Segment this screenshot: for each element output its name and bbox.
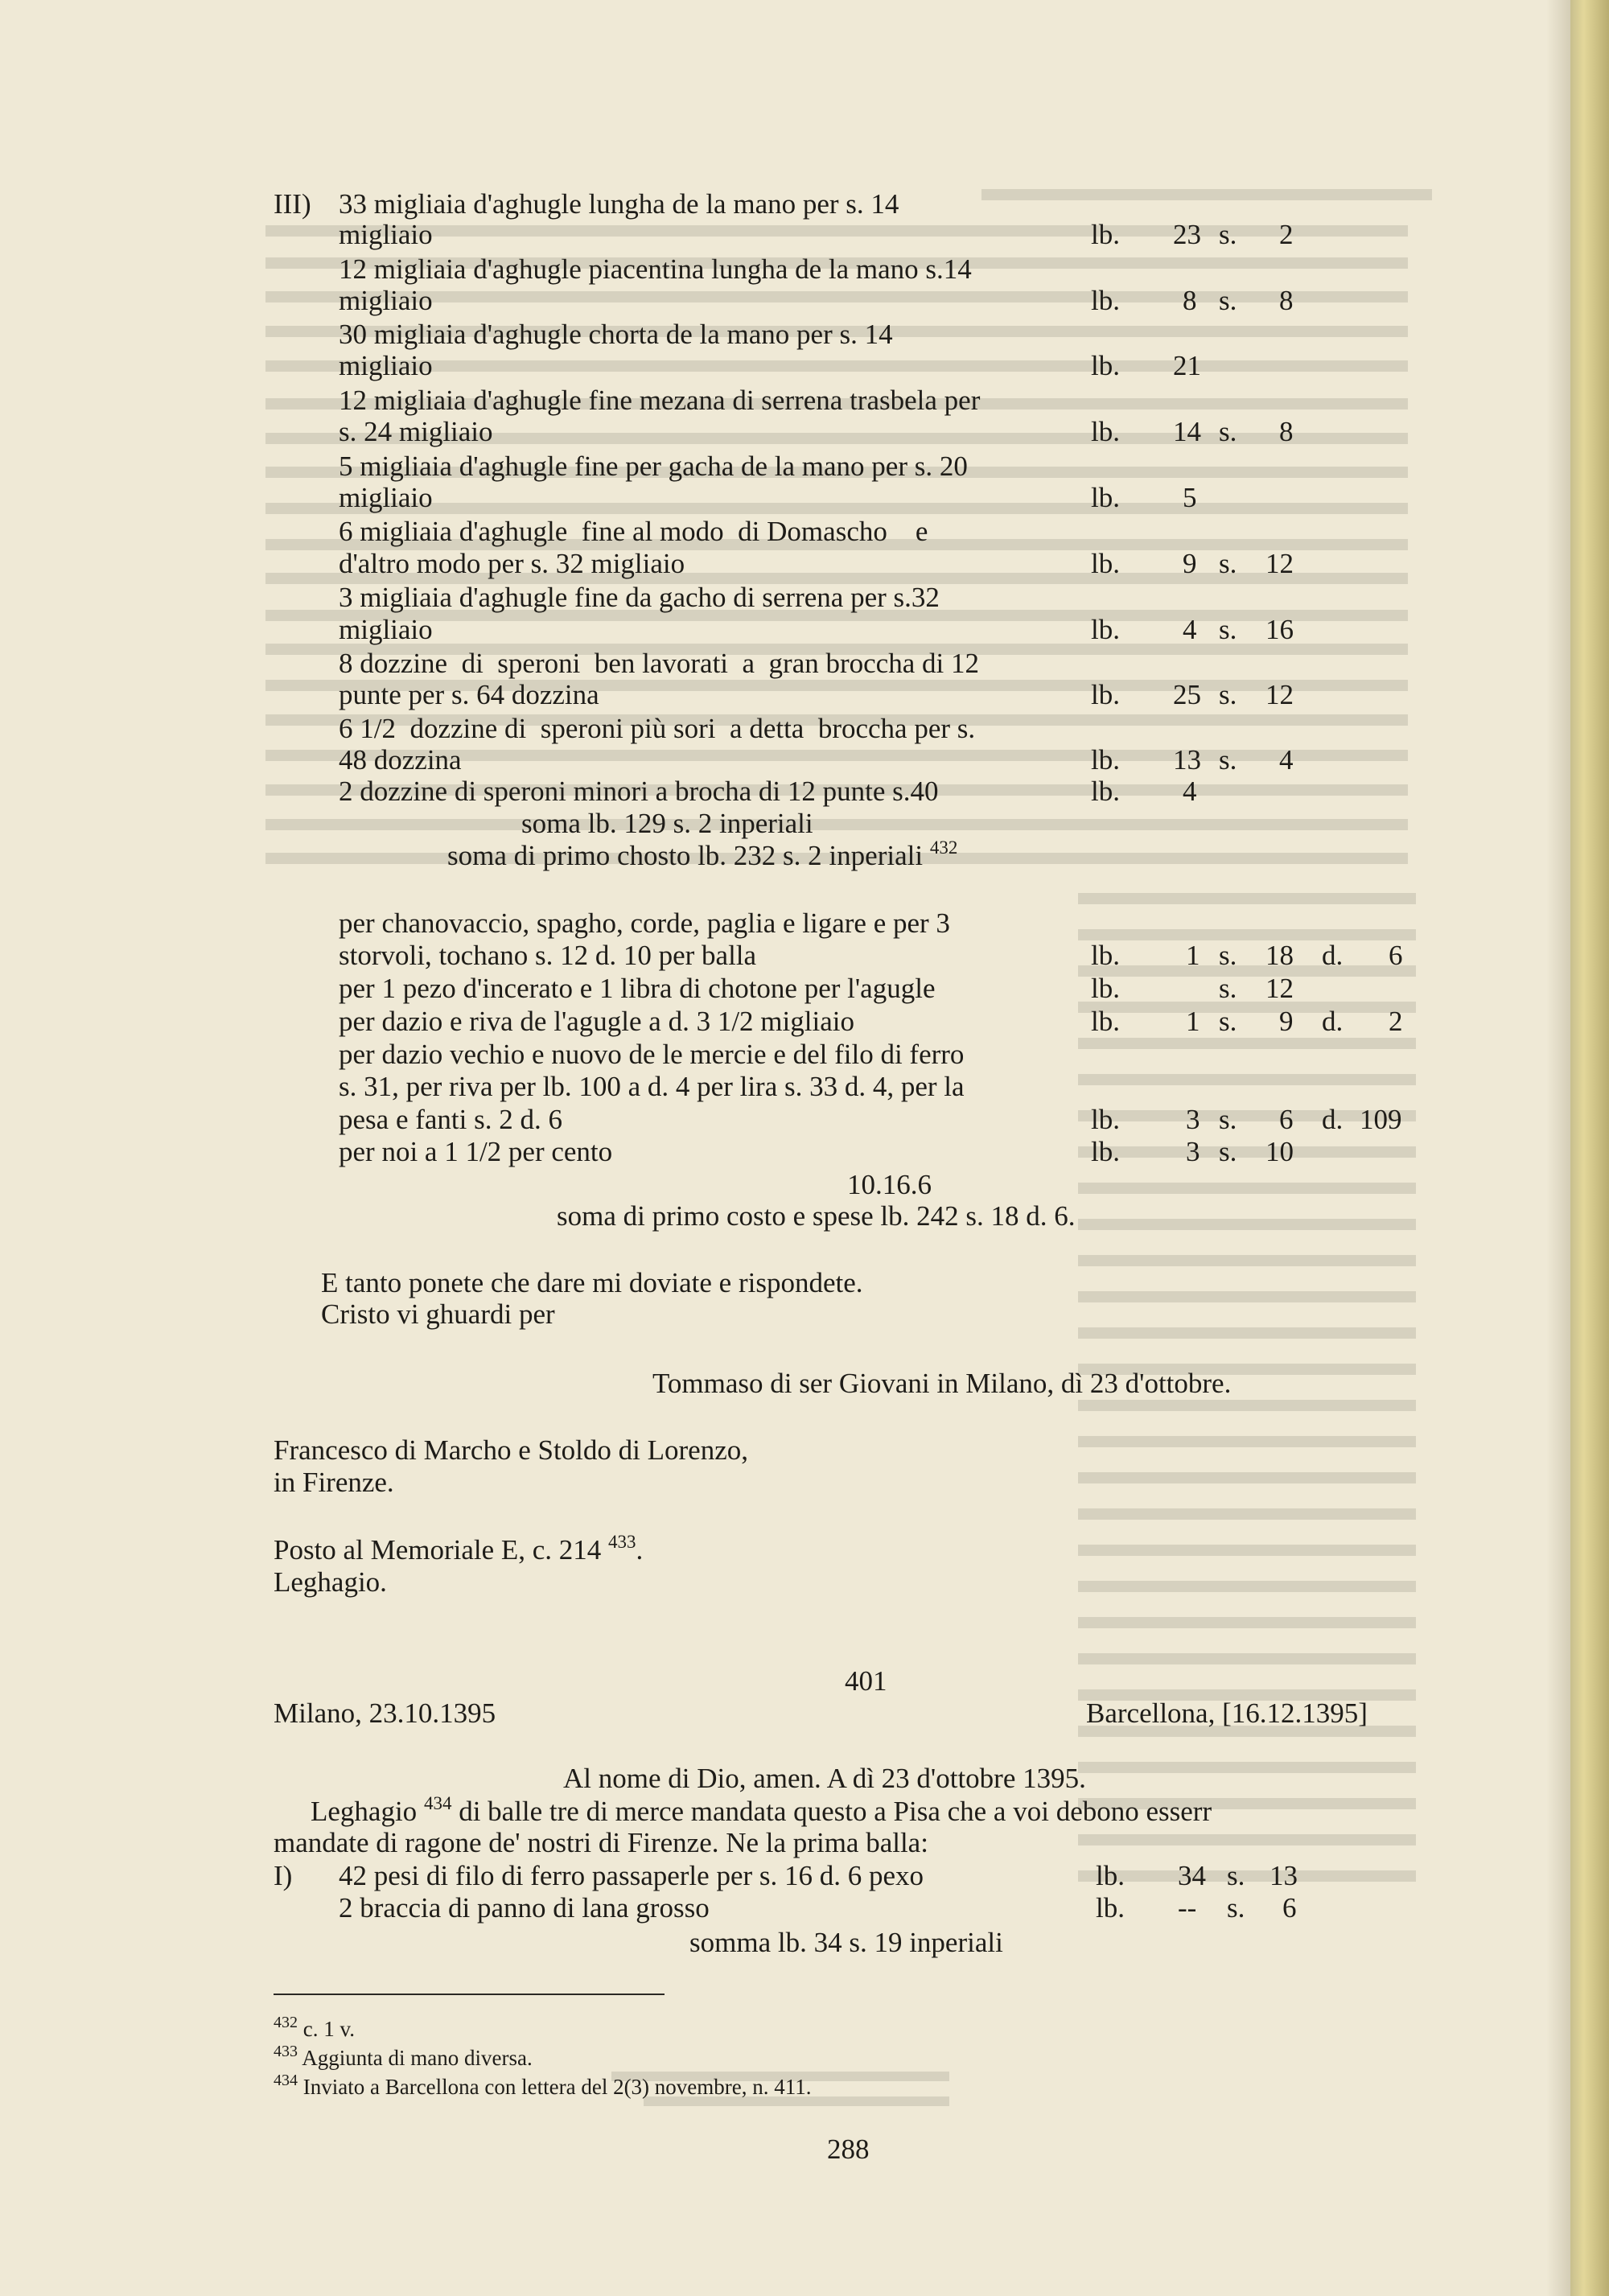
closing-line: Cristo vi ghuardi per <box>321 1298 555 1330</box>
address-line: in Firenze. <box>274 1467 394 1498</box>
lb-label: lb. <box>1091 940 1120 971</box>
document-destination-date: Barcellona, [16.12.1395] <box>1086 1697 1368 1729</box>
d-value: 6 <box>1389 940 1403 971</box>
expense-description: per dazio vechio e nuovo de le mercie e del filo di ferro <box>339 1039 965 1070</box>
s-label: s. <box>1219 285 1237 316</box>
section-label: III) <box>274 188 311 220</box>
lb-label: lb. <box>1091 416 1120 447</box>
s-label: s. <box>1219 1104 1237 1135</box>
footnote-ref: 434 <box>423 1793 452 1813</box>
d-value: 109 <box>1360 1104 1402 1135</box>
lb-value: 3 <box>1186 1104 1200 1135</box>
footnote-ref: 432 <box>929 837 958 858</box>
address-line: Francesco di Marcho e Stoldo di Lorenzo, <box>274 1434 748 1466</box>
footnote-text: Inviato a Barcellona con lettera del 2(3) novembre, n. 411. <box>302 2075 812 2099</box>
footnote-divider <box>274 1994 665 1995</box>
footnote-number: 434 <box>274 2072 298 2089</box>
s-label: s. <box>1227 1860 1245 1891</box>
soma-primo-chosto-text: soma di primo chosto lb. 232 s. 2 inperiali <box>447 840 924 871</box>
footnote <box>274 2069 812 2105</box>
soma-primo-chosto <box>447 838 957 874</box>
lb-value: -- <box>1178 1892 1197 1924</box>
lb-label: lb. <box>1091 679 1120 710</box>
soma-subtotal: soma lb. 129 s. 2 inperiali <box>521 808 813 839</box>
document-place-date: Milano, 23.10.1395 <box>274 1697 496 1729</box>
lb-label: lb. <box>1091 1104 1120 1135</box>
s-label: s. <box>1219 416 1237 447</box>
s-value: 12 <box>1265 679 1294 710</box>
d-value: 2 <box>1389 1006 1403 1037</box>
item-description: 42 pesi di filo di ferro passaperle per s. 16 d. 6 pexo <box>339 1860 924 1891</box>
item-description: 48 dozzina <box>339 744 462 776</box>
footnote-number: 433 <box>274 2043 298 2060</box>
lb-label: lb. <box>1091 614 1120 645</box>
lb-value: 21 <box>1173 350 1201 381</box>
expense-description: storvoli, tochano s. 12 d. 10 per balla <box>339 940 757 971</box>
signature: Tommaso di ser Giovani in Milano, dì 23 d'ottobre. <box>652 1368 1232 1399</box>
item-description: 30 migliaia d'aghugle chorta de la mano per s. 14 <box>339 319 893 350</box>
s-label: s. <box>1219 548 1237 579</box>
lb-label: lb. <box>1091 219 1120 250</box>
lb-value: 13 <box>1173 744 1201 776</box>
item-description: 6 1/2 dozzine di speroni più sori a detta broccha per s. <box>339 713 976 744</box>
lb-label: lb. <box>1091 973 1120 1004</box>
lb-value: 23 <box>1173 219 1201 250</box>
lb-label: lb. <box>1091 1006 1120 1037</box>
soma-primo-costo-e-spese: soma di primo costo e spese lb. 242 s. 18 d. 6. <box>557 1200 1076 1232</box>
s-value: 12 <box>1265 973 1294 1004</box>
item-description: 5 migliaia d'aghugle fine per gacha de la mano per s. 20 <box>339 451 968 482</box>
lb-value: 1 <box>1186 940 1200 971</box>
page-edge <box>1570 0 1609 2296</box>
lb-value: 4 <box>1183 776 1197 807</box>
memoriale-end: . <box>636 1534 644 1566</box>
s-value: 12 <box>1265 548 1294 579</box>
somma-i: somma lb. 34 s. 19 inperiali <box>689 1927 1003 1958</box>
s-label: s. <box>1219 940 1237 971</box>
lb-label: lb. <box>1091 285 1120 316</box>
lb-value: 25 <box>1173 679 1201 710</box>
s-value: 8 <box>1279 416 1294 447</box>
lb-label: lb. <box>1091 776 1120 807</box>
lb-label: lb. <box>1091 744 1120 776</box>
s-value: 6 <box>1279 1104 1294 1135</box>
expense-description: s. 31, per riva per lb. 100 a d. 4 per lira s. 33 d. 4, per la <box>339 1071 965 1102</box>
s-value: 2 <box>1279 219 1294 250</box>
item-description: punte per s. 64 dozzina <box>339 679 599 710</box>
memoriale-text: Posto al Memoriale E, c. 214 <box>274 1534 602 1566</box>
s-value: 8 <box>1279 285 1294 316</box>
s-label: s. <box>1227 1892 1245 1924</box>
item-description: 6 migliaia d'aghugle fine al modo di Domascho e <box>339 516 928 547</box>
footnote-text: Aggiunta di mano diversa. <box>302 2046 533 2070</box>
lb-label: lb. <box>1096 1892 1125 1924</box>
s-label: s. <box>1219 744 1237 776</box>
s-value: 18 <box>1265 940 1294 971</box>
lb-label: lb. <box>1096 1860 1125 1891</box>
item-description: migliaio <box>339 614 433 645</box>
s-label: s. <box>1219 614 1237 645</box>
s-label: s. <box>1219 679 1237 710</box>
greeting: Al nome di Dio, amen. A dì 23 d'ottobre 1395. <box>563 1763 1086 1794</box>
lb-label: lb. <box>1091 548 1120 579</box>
paragraph-line: mandate di ragone de' nostri di Firenze. Ne la prima balla: <box>274 1827 928 1858</box>
s-label: s. <box>1219 219 1237 250</box>
leghagio-line: Leghagio. <box>274 1566 387 1598</box>
item-description: migliaio <box>339 350 433 381</box>
expense-description: pesa e fanti s. 2 d. 6 <box>339 1104 562 1135</box>
lb-label: lb. <box>1091 350 1120 381</box>
s-value: 9 <box>1279 1006 1294 1037</box>
lb-value: 3 <box>1186 1136 1200 1167</box>
item-description: s. 24 migliaio <box>339 416 493 447</box>
expense-description: per dazio e riva de l'agugle a d. 3 1/2 migliaio <box>339 1006 854 1037</box>
s-value: 16 <box>1265 614 1294 645</box>
memoriale-note <box>274 1533 643 1568</box>
d-label: d. <box>1322 1006 1344 1037</box>
lb-value: 5 <box>1183 482 1197 513</box>
footnote-number: 432 <box>274 2014 298 2031</box>
page-number: 288 <box>827 2133 870 2165</box>
item-description: 2 braccia di panno di lana grosso <box>339 1892 710 1924</box>
s-value: 4 <box>1279 744 1294 776</box>
lb-value: 8 <box>1183 285 1197 316</box>
s-value: 10 <box>1265 1136 1294 1167</box>
lb-label: lb. <box>1091 1136 1120 1167</box>
lb-value: 4 <box>1183 614 1197 645</box>
d-label: d. <box>1322 940 1344 971</box>
footnote-ref: 433 <box>608 1532 636 1552</box>
lb-value: 34 <box>1178 1860 1206 1891</box>
s-value: 6 <box>1282 1892 1297 1924</box>
document-number: 401 <box>845 1665 887 1697</box>
expense-description: per noi a 1 1/2 per cento <box>339 1136 613 1167</box>
expense-description: per 1 pezo d'incerato e 1 libra di chotone per l'agugle <box>339 973 936 1004</box>
s-label: s. <box>1219 1136 1237 1167</box>
item-description: 3 migliaia d'aghugle fine da gacho di serrena per s.32 <box>339 582 940 613</box>
lb-label: lb. <box>1091 482 1120 513</box>
footnote-text: c. 1 v. <box>302 2017 355 2041</box>
item-description: 12 migliaia d'aghugle piacentina lungha de la mano s.14 <box>339 253 972 285</box>
item-description: 33 migliaia d'aghugle lungha de la mano per s. 14 <box>339 188 899 220</box>
item-description: 12 migliaia d'aghugle fine mezana di serrena trasbela per <box>339 385 981 416</box>
expense-description: per chanovaccio, spagho, corde, paglia e ligare e per 3 <box>339 907 950 939</box>
lb-value: 14 <box>1173 416 1201 447</box>
s-value: 13 <box>1270 1860 1298 1891</box>
section-label: I) <box>274 1860 293 1891</box>
item-description: migliaio <box>339 219 433 250</box>
item-description: migliaio <box>339 482 433 513</box>
d-label: d. <box>1322 1104 1344 1135</box>
page-gutter-shadow <box>1546 0 1570 2296</box>
item-description: migliaio <box>339 285 433 316</box>
paragraph-first-word: Leghagio <box>311 1796 418 1827</box>
lb-value: 9 <box>1183 548 1197 579</box>
item-description: 2 dozzine di speroni minori a brocha di 12 punte s.40 <box>339 776 939 807</box>
expenses-subtotal: 10.16.6 <box>847 1169 932 1200</box>
s-label: s. <box>1219 973 1237 1004</box>
paragraph-text: di balle tre di merce mandata questo a Pisa che a voi debono esserr <box>459 1796 1212 1827</box>
item-description: 8 dozzine di speroni ben lavorati a gran broccha di 12 <box>339 648 979 679</box>
item-description: d'altro modo per s. 32 migliaio <box>339 548 685 579</box>
s-label: s. <box>1219 1006 1237 1037</box>
paragraph-line <box>311 1794 1212 1829</box>
closing-line: E tanto ponete che dare mi doviate e rispondete. <box>321 1267 863 1298</box>
lb-value: 1 <box>1186 1006 1200 1037</box>
